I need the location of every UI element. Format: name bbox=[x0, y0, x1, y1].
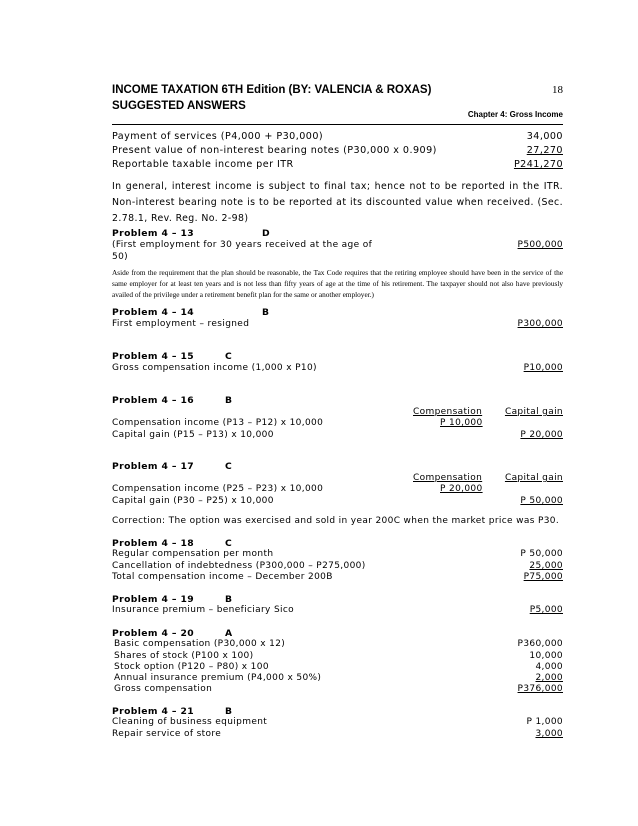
problem-21-line1: Cleaning of business equipment bbox=[112, 717, 268, 727]
problem-18-line2: Cancellation of indebtedness (P300,000 – P275,000) bbox=[112, 561, 366, 571]
problem-16-col-capital-gain: Capital gain bbox=[504, 407, 563, 417]
problem-14-label: Problem 4 – 14 bbox=[112, 307, 195, 318]
row-present-value-value: 27,270 bbox=[526, 145, 563, 156]
problem-18-line1: Regular compensation per month bbox=[112, 549, 274, 559]
problem-16-line2: Capital gain (P15 – P13) x 10,000 bbox=[112, 430, 274, 440]
problem-17-line1-value: P 20,000 bbox=[440, 484, 483, 494]
problem-16-line1: Compensation income (P13 – P12) x 10,000 bbox=[112, 418, 324, 428]
problem-17-col-compensation: Compensation bbox=[413, 473, 483, 483]
problem-15-answer: C bbox=[225, 351, 233, 362]
row-present-value-label: Present value of non-interest bearing notes (P30,000 x 0.909) bbox=[112, 145, 437, 156]
problem-20-line5-value: P376,000 bbox=[517, 684, 563, 694]
problem-17-col-capital-gain: Capital gain bbox=[504, 473, 563, 483]
problem-14-value: P300,000 bbox=[517, 319, 563, 329]
problem-19-label: Problem 4 – 19 bbox=[112, 594, 195, 605]
problem-21-label: Problem 4 – 21 bbox=[112, 706, 195, 717]
problem-18-answer: C bbox=[225, 538, 233, 549]
problem-20-line5: Gross compensation bbox=[114, 684, 213, 694]
problem-16-line1-value: P 10,000 bbox=[440, 418, 483, 428]
problem-13-note: Aside from the requirement that the plan should be reasonable, the Tax Code requires that the retiring employee should have been in the service of the same employer for at least ten years and is not less than fifty years of age at the time of his retirement. The taxpayer should not also have previously availed of the privilege under a retirement benefit plan for the same or another employer.) bbox=[112, 268, 563, 299]
problem-20-line2-value: 10,000 bbox=[529, 651, 563, 661]
problem-20-line3: Stock option (P120 – P80) x 100 bbox=[114, 662, 269, 672]
problem-17-label: Problem 4 – 17 bbox=[112, 461, 195, 472]
problem-20-line1: Basic compensation (P30,000 x 12) bbox=[114, 639, 286, 649]
header-subtitle: SUGGESTED ANSWERS bbox=[112, 100, 246, 112]
row-reportable-label: Reportable taxable income per ITR bbox=[112, 159, 294, 170]
page-number: 18 bbox=[552, 84, 563, 96]
problem-13-answer: D bbox=[262, 228, 271, 239]
problem-17-line2-value: P 50,000 bbox=[520, 496, 563, 506]
problem-20-line1-value: P360,000 bbox=[517, 639, 563, 649]
problem-20-label: Problem 4 – 20 bbox=[112, 628, 195, 639]
row-payment-label: Payment of services (P4,000 + P30,000) bbox=[112, 131, 324, 142]
problem-16-answer: B bbox=[225, 395, 233, 406]
problem-19-answer: B bbox=[225, 594, 233, 605]
problem-20-answer: A bbox=[225, 628, 233, 639]
problem-21-answer: B bbox=[225, 706, 233, 717]
problem-18-line3-value: P75,000 bbox=[523, 572, 563, 582]
problem-21-line1-value: P 1,000 bbox=[526, 717, 563, 727]
problem-13-line2: 50) bbox=[112, 252, 129, 262]
problem-15-label: Problem 4 – 15 bbox=[112, 351, 195, 362]
problem-20-line4-value: 2,000 bbox=[535, 673, 563, 683]
row-payment-value: 34,000 bbox=[526, 131, 563, 142]
problem-20-line4: Annual insurance premium (P4,000 x 50%) bbox=[114, 673, 322, 683]
interest-paragraph: In general, interest income is subject to final tax; hence not to be reported in the ITR. Non-interest bearing note is to be reported at its discounted value when received. (Sec. 2.78.1, Rev. Reg. No. 2-98) bbox=[112, 181, 563, 224]
problem-16-col-compensation: Compensation bbox=[413, 407, 483, 417]
problem-20-line2: Shares of stock (P100 x 100) bbox=[114, 651, 254, 661]
chapter-label: Chapter 4: Gross Income bbox=[467, 110, 563, 119]
problem-18-line1-value: P 50,000 bbox=[520, 549, 563, 559]
problem-18-line3: Total compensation income – December 200B bbox=[112, 572, 333, 582]
problem-16-line2-value: P 20,000 bbox=[520, 430, 563, 440]
problem-21-line2: Repair service of store bbox=[112, 729, 222, 739]
problem-16-label: Problem 4 – 16 bbox=[112, 395, 195, 406]
problem-13-label: Problem 4 – 13 bbox=[112, 228, 195, 239]
problem-14-answer: B bbox=[262, 307, 270, 318]
problem-13-value: P500,000 bbox=[517, 240, 563, 250]
problem-20-line3-value: 4,000 bbox=[535, 662, 563, 672]
header-rule bbox=[112, 124, 563, 125]
problem-18-label: Problem 4 – 18 bbox=[112, 538, 195, 549]
problem-17-line1: Compensation income (P25 – P23) x 10,000 bbox=[112, 484, 324, 494]
problem-17-line2: Capital gain (P30 – P25) x 10,000 bbox=[112, 496, 274, 506]
problem-13-line1: (First employment for 30 years received at the age of bbox=[112, 240, 373, 250]
problem-17-correction: Correction: The option was exercised and sold in year 200C when the market price was P30. bbox=[112, 516, 560, 526]
problem-14-line1: First employment – resigned bbox=[112, 319, 250, 329]
row-reportable-value: P241,270 bbox=[513, 159, 563, 170]
problem-18-line2-value: 25,000 bbox=[529, 561, 563, 571]
problem-15-line1: Gross compensation income (1,000 x P10) bbox=[112, 363, 317, 373]
problem-17-answer: C bbox=[225, 461, 233, 472]
problem-19-value: P5,000 bbox=[529, 605, 563, 615]
problem-19-line1: Insurance premium – beneficiary Sico bbox=[112, 605, 295, 615]
problem-21-line2-value: 3,000 bbox=[535, 729, 563, 739]
header-title: INCOME TAXATION 6TH Edition (BY: VALENCIA & ROXAS) bbox=[112, 84, 432, 96]
problem-15-value: P10,000 bbox=[523, 363, 563, 373]
